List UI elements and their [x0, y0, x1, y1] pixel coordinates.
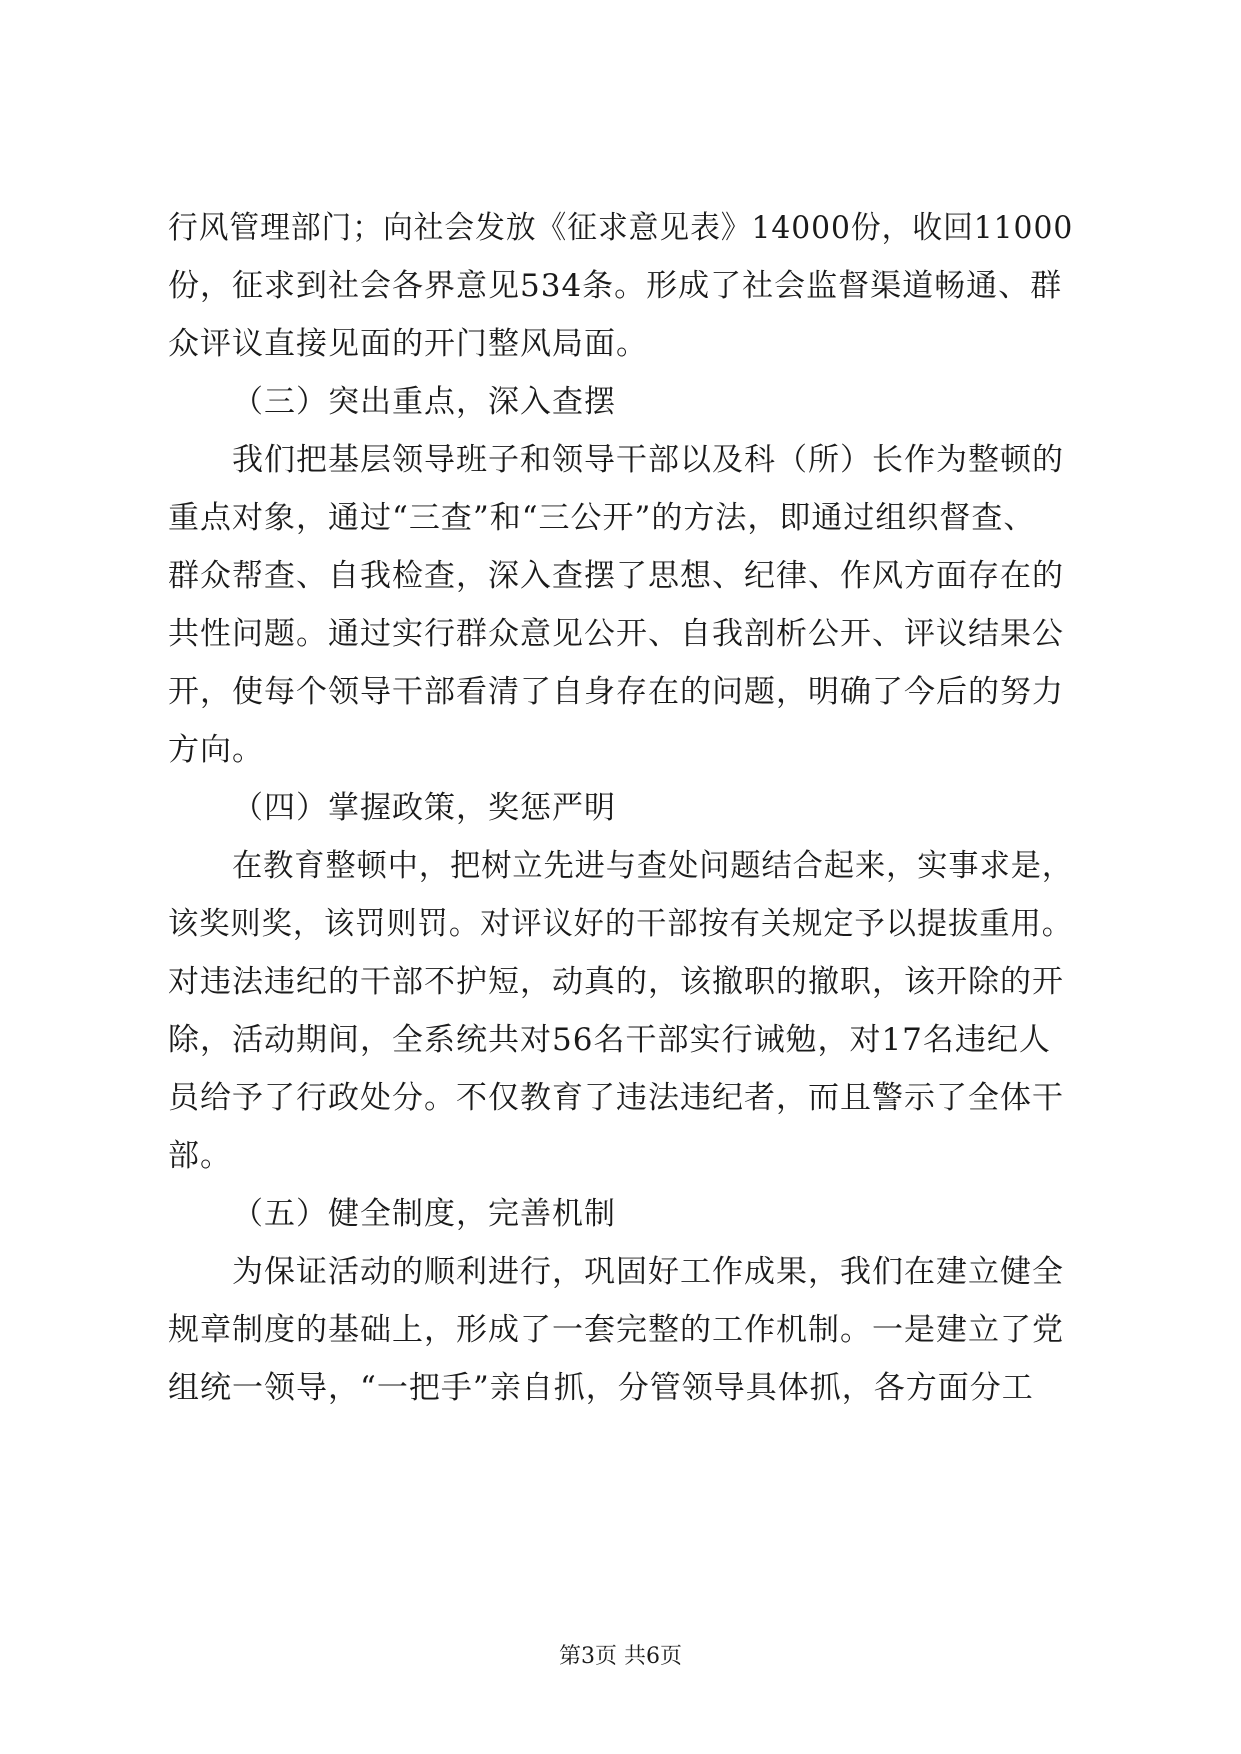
body-text-line: 众评议直接见面的开门整风局面。	[168, 326, 648, 362]
body-text-line: 除，活动期间，全系统共对56名干部实行诫勉，对17名违纪人	[168, 1022, 1051, 1058]
body-text-line: 在教育整顿中，把树立先进与查处问题结合起来，实事求是，	[232, 848, 1074, 884]
body-text-line: 份，征求到社会各界意见534条。形成了社会监督渠道畅通、群	[168, 268, 1063, 304]
body-text-line: 部。	[168, 1138, 232, 1174]
body-text-line: 共性问题。通过实行群众意见公开、自我剖析公开、评议结果公	[168, 616, 1064, 652]
section-heading: （四）掌握政策，奖惩严明	[232, 790, 616, 826]
section-heading: （五）健全制度，完善机制	[232, 1196, 616, 1232]
body-text-line: 组统一领导，“一把手”亲自抓，分管领导具体抓，各方面分工	[168, 1370, 1034, 1406]
body-text-line: 方向。	[168, 732, 264, 768]
body-text-line: 开，使每个领导干部看清了自身存在的问题，明确了今后的努力	[168, 674, 1064, 710]
body-text-line: 员给予了行政处分。不仅教育了违法违纪者，而且警示了全体干	[168, 1080, 1064, 1116]
body-text-line: 群众帮查、自我检查，深入查摆了思想、纪律、作风方面存在的	[168, 558, 1064, 594]
body-text-line: 我们把基层领导班子和领导干部以及科（所）长作为整顿的	[232, 442, 1064, 478]
body-text-line: 对违法违纪的干部不护短，动真的，该撤职的撤职，该开除的开	[168, 964, 1064, 1000]
body-text-line: 规章制度的基础上，形成了一套完整的工作机制。一是建立了党	[168, 1312, 1064, 1348]
page-footer: 第3页 共6页	[559, 1644, 682, 1669]
body-text-line: 重点对象，通过“三查”和“三公开”的方法，即通过组织督查、	[168, 500, 1036, 536]
section-heading: （三）突出重点，深入查摆	[232, 384, 616, 420]
body-text-line: 该奖则奖，该罚则罚。对评议好的干部按有关规定予以提拔重用。	[168, 906, 1073, 942]
body-text-line: 行风管理部门；向社会发放《征求意见表》14000份，收回11000	[168, 210, 1074, 246]
body-text-line: 为保证活动的顺利进行，巩固好工作成果，我们在建立健全	[232, 1254, 1064, 1290]
